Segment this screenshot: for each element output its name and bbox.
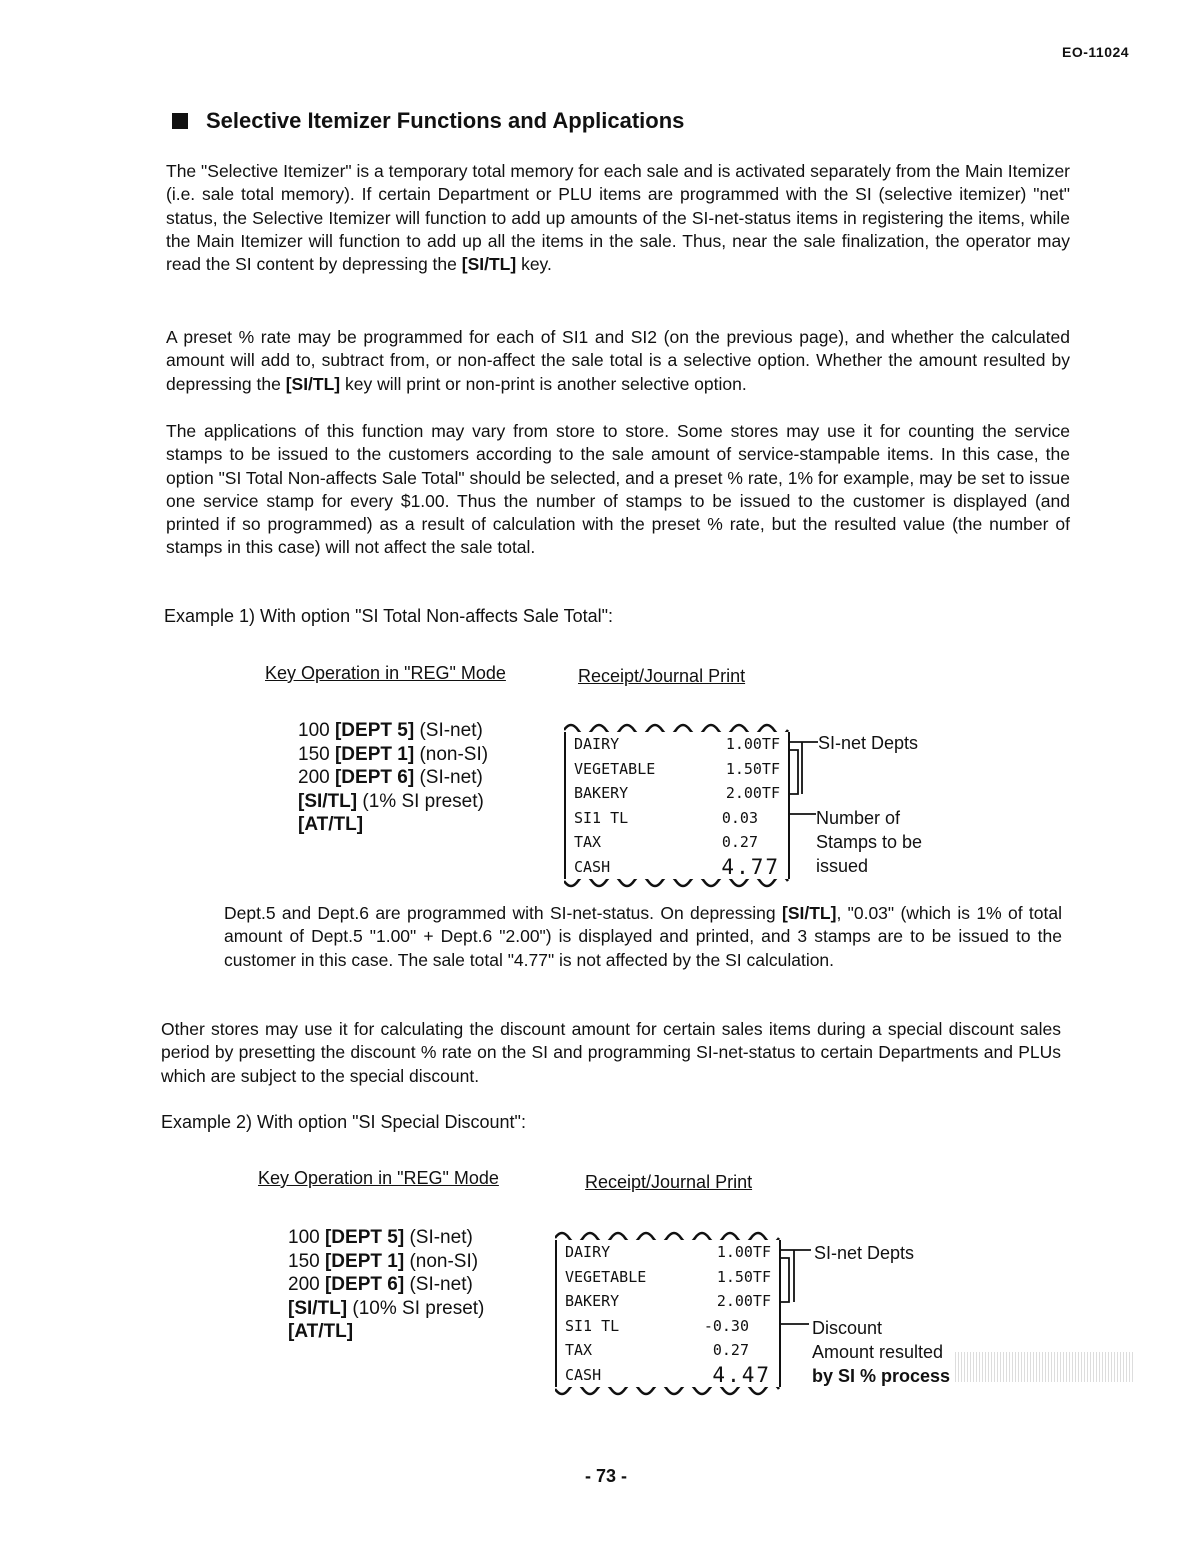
example1-print-header: Receipt/Journal Print <box>578 666 746 686</box>
receipt-tear-top <box>555 1228 781 1240</box>
receipt-line: BAKERY 2.00TF <box>565 1292 771 1310</box>
receipt-line: TAX 0.27 <box>574 833 758 851</box>
receipt-total-line: CASH 4.77 <box>574 854 780 879</box>
example2-title: Example 2) With option "SI Special Discount": <box>161 1112 526 1132</box>
key-op-row: 150 [DEPT 1] (non-SI) <box>288 1250 479 1272</box>
receipt-tear-top <box>564 720 790 732</box>
si-tl-key: [SI/TL] <box>461 254 517 275</box>
example2-bracket <box>779 1238 813 1330</box>
si-tl-key: [SI/TL] <box>285 373 341 394</box>
example1-explanation: Dept.5 and Dept.6 are programmed with SI-net-status. On depressing [SI/TL], "0.03" (which is 1% of total amount of Dept.5 "1.00" + Dept.6 "2.00") is displayed and printed, and 3 stamps are to be issued to the customer in this case. The sale total "4.77" is not affected by the SI calculation. <box>224 903 1062 970</box>
section-heading <box>172 108 684 134</box>
key-op-row: [AT/TL] <box>298 814 364 835</box>
receipt-tear-bottom <box>555 1387 781 1399</box>
scan-smudge <box>955 1352 1135 1382</box>
example1-key-operations <box>298 719 488 837</box>
example2-annotation-discount: Discount Amount resulted by SI % process <box>812 1318 951 1386</box>
example2-print-header: Receipt/Journal Print <box>585 1172 753 1192</box>
receipt-line: VEGETABLE 1.50TF <box>574 759 780 778</box>
paragraph-discount: Other stores may use it for calculating the discount amount for certain sales items during a special discount sales period by presetting the discount % rate on the SI and programming SI-net-status to certain Departments and PLUs which are subject to the special discount. <box>161 1019 1061 1086</box>
receipt-line: VEGETABLE 1.50TF <box>565 1267 771 1286</box>
key-op-row: [SI/TL] (1% SI preset) <box>298 790 484 812</box>
example1-receipt <box>564 720 790 891</box>
key-op-row: 200 [DEPT 6] (SI-net) <box>288 1274 473 1295</box>
key-op-row: 200 [DEPT 6] (SI-net) <box>298 767 483 788</box>
example1-annotation-si-net: SI-net Depts <box>818 733 919 753</box>
key-op-row: 150 [DEPT 1] (non-SI) <box>298 743 489 765</box>
paragraph-preset-rate: A preset % rate may be programmed for each of SI1 and SI2 (on the previous page), and whether the calculated amount will add to, subtract from, or non-affect the sale total is a selective option. Whether the amount resulted by depressing the [SI/TL] key will print or non-print is another selective option. <box>166 327 1070 394</box>
paragraph-intro: The "Selective Itemizer" is a temporary total memory for each sale and is activated separately from the Main Itemizer (i.e. sale total memory). If certain Department or PLU items are programmed with the SI (selective itemizer) "net" status, the Selective Itemizer will function to add up amounts of the SI-net-status items in registering the items, while the Main Itemizer will function to add up all the items in the sale. Thus, near the sale finalization, the operator may read the SI content by depressing the [SI/TL] key. <box>166 161 1070 275</box>
key-op-row: [SI/TL] (10% SI preset) <box>288 1297 485 1319</box>
key-op-row: [AT/TL] <box>288 1321 354 1342</box>
section-heading-text: Selective Itemizer Functions and Applications <box>206 108 685 133</box>
example1-key-header: Key Operation in "REG" Mode <box>265 663 506 683</box>
receipt-line: DAIRY 1.00TF <box>565 1243 771 1261</box>
example2-key-operations <box>288 1226 484 1344</box>
example2-annotation-si-net: SI-net Depts <box>814 1243 915 1263</box>
example2-key-header: Key Operation in "REG" Mode <box>258 1168 499 1188</box>
document-id: EO-11024 <box>1062 44 1130 60</box>
receipt-line: BAKERY 2.00TF <box>574 784 780 802</box>
receipt-total-line: CASH 4.47 <box>565 1362 771 1387</box>
receipt-line: SI1 TL 0.03 <box>574 808 758 827</box>
square-bullet-icon <box>172 113 188 129</box>
receipt-line: SI1 TL -0.30 <box>565 1316 749 1335</box>
key-op-row: 100 [DEPT 5] (SI-net) <box>298 720 483 741</box>
page-number: - 73 - <box>585 1466 628 1486</box>
example1-title: Example 1) With option "SI Total Non-affects Sale Total": <box>164 606 614 626</box>
receipt-line: DAIRY 1.00TF <box>574 735 780 753</box>
key-op-row: 100 [DEPT 5] (SI-net) <box>288 1227 473 1248</box>
paragraph-applications: The applications of this function may vary from store to store. Some stores may use it for counting the service stamps to be issued to the customers according to the sale amount of service-stampable items. In this case, the option "SI Total Non-affects Sale Total" should be selected, and a preset % rate, 1% for example, may be set to issue one service stamp for every $1.00. Thus the number of stamps to be issued to the customer is displayed (and printed if so programmed) as a result of calculation with the preset % rate, but the resulted value (the number of stamps in this case) will not affect the sale total. <box>166 421 1070 558</box>
example1-annotation-stamps: Number of Stamps to be issued <box>816 808 923 876</box>
receipt-line: TAX 0.27 <box>565 1341 749 1359</box>
example2-receipt <box>555 1228 781 1399</box>
receipt-tear-bottom <box>564 879 790 891</box>
